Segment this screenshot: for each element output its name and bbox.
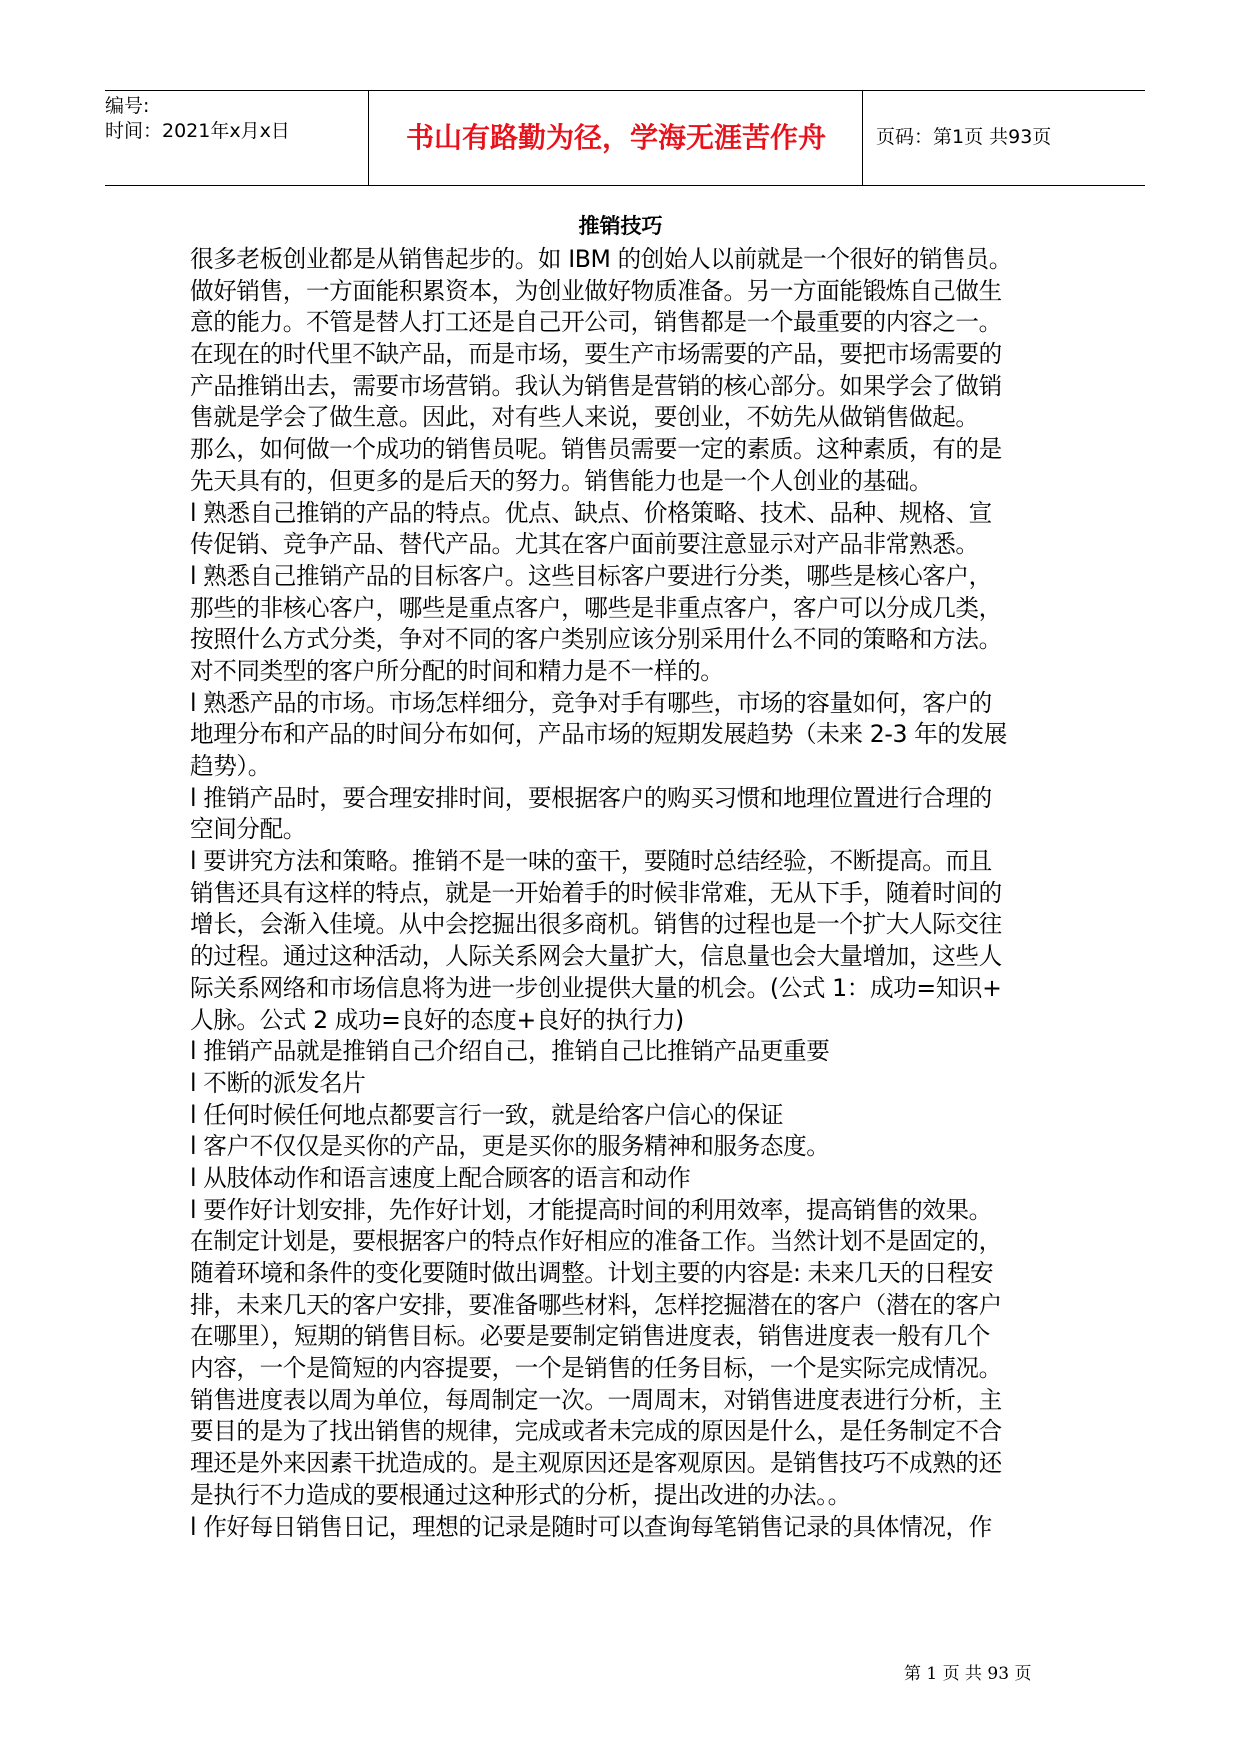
- body-line: 际关系网络和市场信息将为进一步创业提供大量的机会。(公式 1：成功=知识+: [190, 973, 1002, 1002]
- header-page-cell: [864, 91, 1145, 185]
- body-line: 的过程。通过这种活动，人际关系网会大量扩大，信息量也会大量增加，这些人: [190, 942, 1002, 971]
- body-line: 产品推销出去，需要市场营销。我认为销售是营销的核心部分。如果学会了做销: [190, 371, 1002, 400]
- header-page-label: 页码：第1页 共93页: [876, 126, 1052, 148]
- body-line: l 推销产品时，要合理安排时间，要根据客户的购买习惯和地理位置进行合理的: [190, 783, 992, 812]
- body-line: 按照什么方式分类，争对不同的客户类别应该分别采用什么不同的策略和方法。: [190, 625, 1002, 654]
- body-line: 对不同类型的客户所分配的时间和精力是不一样的。: [190, 656, 724, 685]
- body-line: l 客户不仅仅是买你的产品，更是买你的服务精神和服务态度。: [190, 1132, 830, 1161]
- body-line: 传促销、竞争产品、替代产品。尤其在客户面前要注意显示对产品非常熟悉。: [190, 530, 979, 559]
- header-motto-cell: [370, 91, 863, 185]
- body-line: 要目的是为了找出销售的规律，完成或者未完成的原因是什么，是任务制定不合: [190, 1417, 1002, 1446]
- body-line: l 要讲究方法和策略。推销不是一味的蛮干，要随时总结经验，不断提高。而且: [190, 847, 992, 876]
- body-line: 那么，如何做一个成功的销售员呢。销售员需要一定的素质。这种素质，有的是: [190, 435, 1002, 464]
- body-line: 做好销售，一方面能积累资本，为创业做好物质准备。另一方面能锻炼自己做生: [190, 276, 1002, 305]
- body-line: l 推销产品就是推销自己介绍自己，推销自己比推销产品更重要: [190, 1037, 830, 1066]
- header-info-cell: [105, 91, 369, 185]
- body-line: 随着环境和条件的变化要随时做出调整。计划主要的内容是: 未来几天的日程安: [190, 1259, 994, 1287]
- body-line: 在制定计划是，要根据客户的特点作好相应的准备工作。当然计划不是固定的，: [190, 1227, 1002, 1256]
- page-header: [105, 90, 1145, 186]
- header-motto: 书山有路勤为径，学海无涯苦作舟: [405, 121, 826, 154]
- body-line: 空间分配。: [190, 815, 306, 844]
- body-line: 理还是外来因素干扰造成的。是主观原因还是客观原因。是销售技巧不成熟的还: [190, 1449, 1002, 1478]
- body-line: l 不断的派发名片: [190, 1068, 366, 1097]
- body-line: 销售还具有这样的特点，就是一开始着手的时候非常难，无从下手，随着时间的: [190, 878, 1002, 907]
- body-line: 先天具有的，但更多的是后天的努力。销售能力也是一个人创业的基础。: [190, 466, 933, 495]
- body-line: 人脉。公式 2 成功=良好的态度+良好的执行力): [190, 1005, 684, 1034]
- body-line: l 从肢体动作和语言速度上配合顾客的语言和动作: [190, 1163, 691, 1192]
- document-time-label: 时间：2021年x月x日: [105, 120, 290, 142]
- body-line: 是执行不力造成的要根通过这种形式的分析，提出改进的办法。。: [190, 1480, 851, 1509]
- body-line: 在现在的时代里不缺产品，而是市场，要生产市场需要的产品，要把市场需要的: [190, 340, 1002, 369]
- body-line: 很多老板创业都是从销售起步的。如 IBM 的创始人以前就是一个很好的销售员。: [190, 245, 1012, 273]
- body-line: 趋势）。: [190, 752, 271, 780]
- document-title: 推销技巧: [578, 214, 663, 238]
- document-number-label: 编号:: [105, 95, 150, 117]
- body-line: l 要作好计划安排，先作好计划，才能提高时间的利用效率，提高销售的效果。: [190, 1195, 992, 1224]
- body-line: 地理分布和产品的时间分布如何，产品市场的短期发展趋势（未来 2-3 年的发展: [190, 720, 1007, 749]
- body-line: 那些的非核心客户，哪些是重点客户，哪些是非重点客户，客户可以分成几类，: [190, 593, 1002, 622]
- body-line: 在哪里），短期的销售目标。必要是要制定销售进度表，销售进度表一般有几个: [190, 1322, 990, 1351]
- body-line: 增长，会渐入佳境。从中会挖掘出很多商机。销售的过程也是一个扩大人际交往: [190, 910, 1002, 939]
- body-line: l 任何时候任何地点都要言行一致，就是给客户信心的保证: [190, 1100, 784, 1129]
- body-line: l 熟悉自己推销的产品的特点。优点、缺点、价格策略、技术、品种、规格、宣: [190, 498, 992, 527]
- page-footer: 第 1 页 共 93 页: [904, 1664, 1032, 1684]
- body-line: 排，未来几天的客户安排，要准备哪些材料，怎样挖掘潜在的客户（潜在的客户: [190, 1290, 1002, 1319]
- body-line: 内容，一个是简短的内容提要，一个是销售的任务目标，一个是实际完成情况。: [190, 1354, 1002, 1383]
- body-line: 意的能力。不管是替人打工还是自己开公司，销售都是一个最重要的内容之一。: [190, 308, 1002, 337]
- body-line: l 熟悉产品的市场。市场怎样细分，竞争对手有哪些，市场的容量如何，客户的: [190, 688, 992, 717]
- body-line: 销售进度表以周为单位，每周制定一次。一周周末，对销售进度表进行分析，主: [190, 1385, 1002, 1414]
- body-line: 售就是学会了做生意。因此，对有些人来说，要创业，不妨先从做销售做起。: [190, 403, 979, 432]
- body-line: l 作好每日销售日记，理想的记录是随时可以查询每笔销售记录的具体情况，作: [190, 1512, 992, 1541]
- body-line: l 熟悉自己推销产品的目标客户。这些目标客户要进行分类，哪些是核心客户，: [190, 561, 992, 590]
- document-body: [190, 244, 1070, 1543]
